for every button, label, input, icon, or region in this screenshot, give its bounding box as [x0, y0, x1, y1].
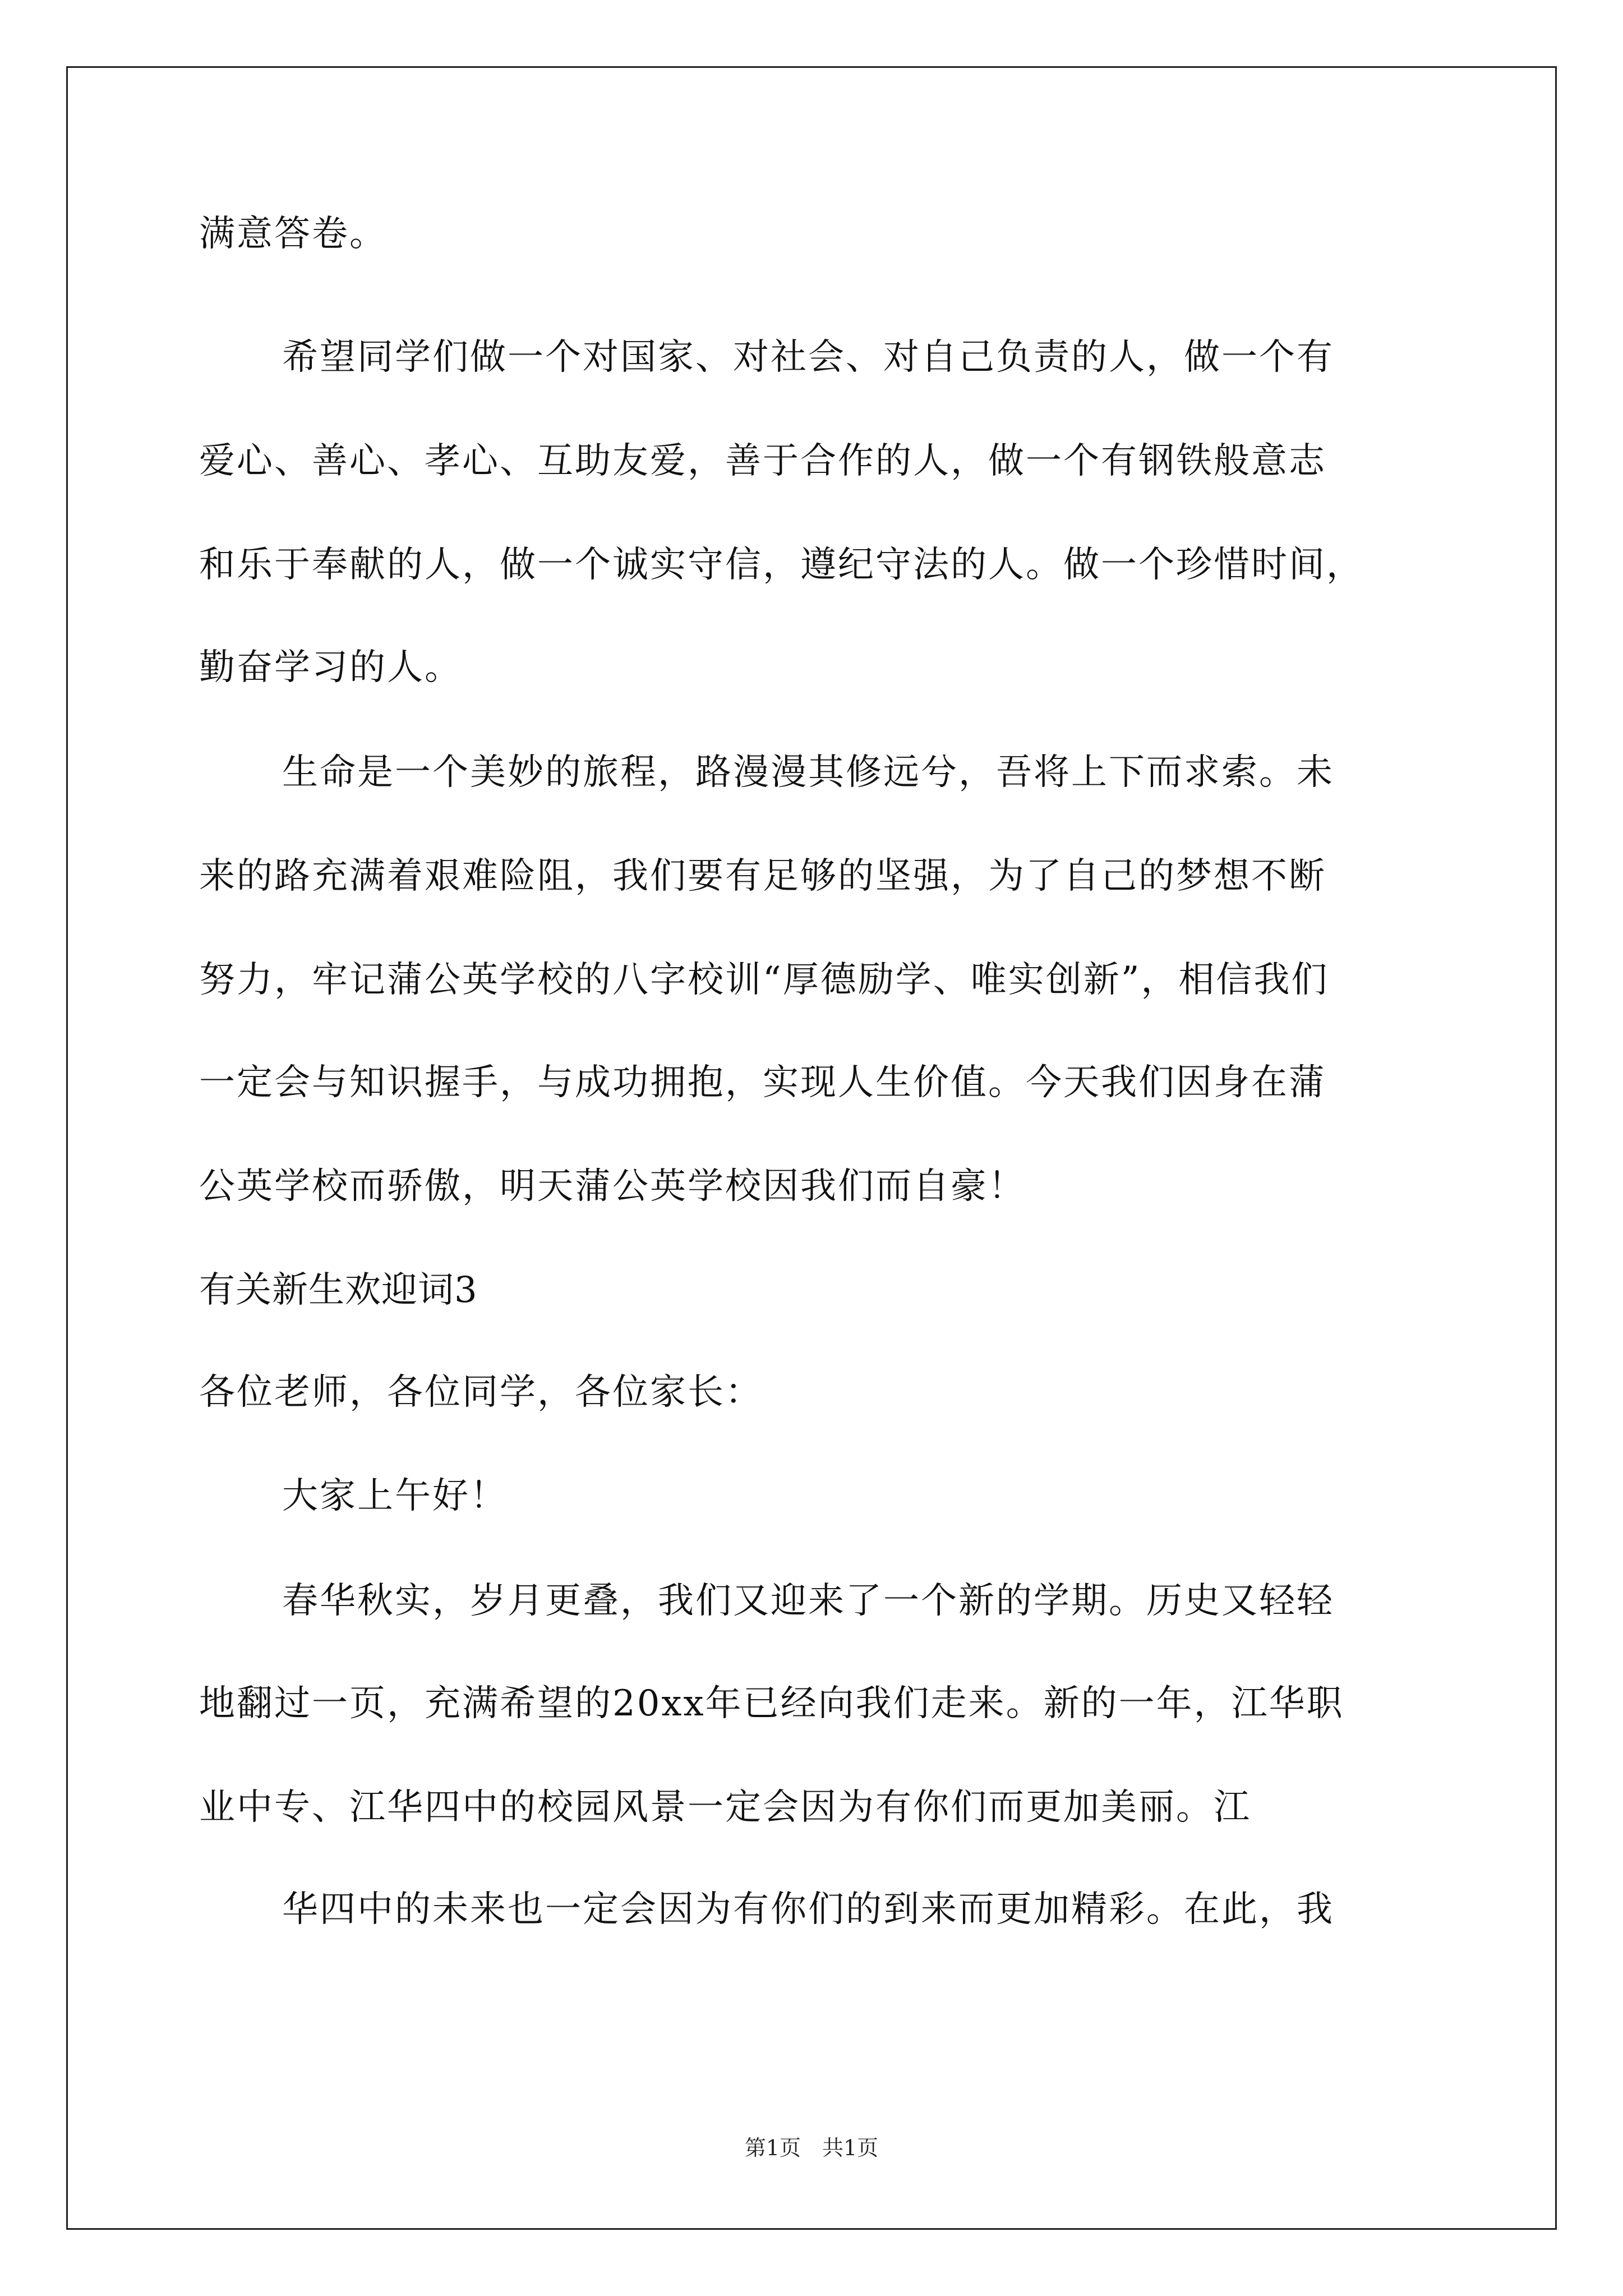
greeting: 大家上午好！ — [282, 1475, 508, 1517]
text-line: 一定会与知识握手，与成功拥抱，实现人生价值。今天我们因身在蒲 — [199, 1062, 1326, 1103]
text-line: 地翻过一页，充满希望的20xx年已经向我们走来。新的一年，江华职 — [199, 1683, 1344, 1724]
section-heading: 有关新生欢迎词3 — [199, 1269, 478, 1311]
text-line: 和乐于奉献的人，做一个诚实守信，遵纪守法的人。做一个珍惜时间， — [199, 544, 1364, 586]
text-line: 满意答卷。 — [199, 213, 387, 255]
text-line: 业中专、江华四中的校园风景一定会因为有你们而更加美丽。江 — [199, 1787, 1251, 1828]
salutation: 各位老师，各位同学，各位家长： — [199, 1372, 763, 1413]
text-line: 爱心、善心、孝心、互助友爱，善于合作的人，做一个有钢铁般意志 — [199, 440, 1326, 482]
text-line: 勤奋学习的人。 — [199, 647, 462, 688]
page-footer: 第1页 共1页 — [744, 2136, 879, 2160]
text-line: 努力，牢记蒲公英学校的八字校训“厚德励学、唯实创新”，相信我们 — [199, 959, 1329, 1001]
text-line: 来的路充满着艰难险阻，我们要有足够的坚强，为了自己的梦想不断 — [199, 855, 1326, 897]
text-line: 公英学校而骄傲，明天蒲公英学校因我们而自豪！ — [199, 1166, 1026, 1207]
paragraph-line: 华四中的未来也一定会因为有你们的到来而更加精彩。在此，我 — [282, 1889, 1334, 1930]
paragraph-line: 希望同学们做一个对国家、对社会、对自己负责的人，做一个有 — [282, 337, 1334, 378]
paragraph-line: 生命是一个美妙的旅程，路漫漫其修远兮，吾将上下而求索。未 — [282, 752, 1334, 793]
paragraph-line: 春华秋实，岁月更叠，我们又迎来了一个新的学期。历史又轻轻 — [282, 1580, 1334, 1622]
